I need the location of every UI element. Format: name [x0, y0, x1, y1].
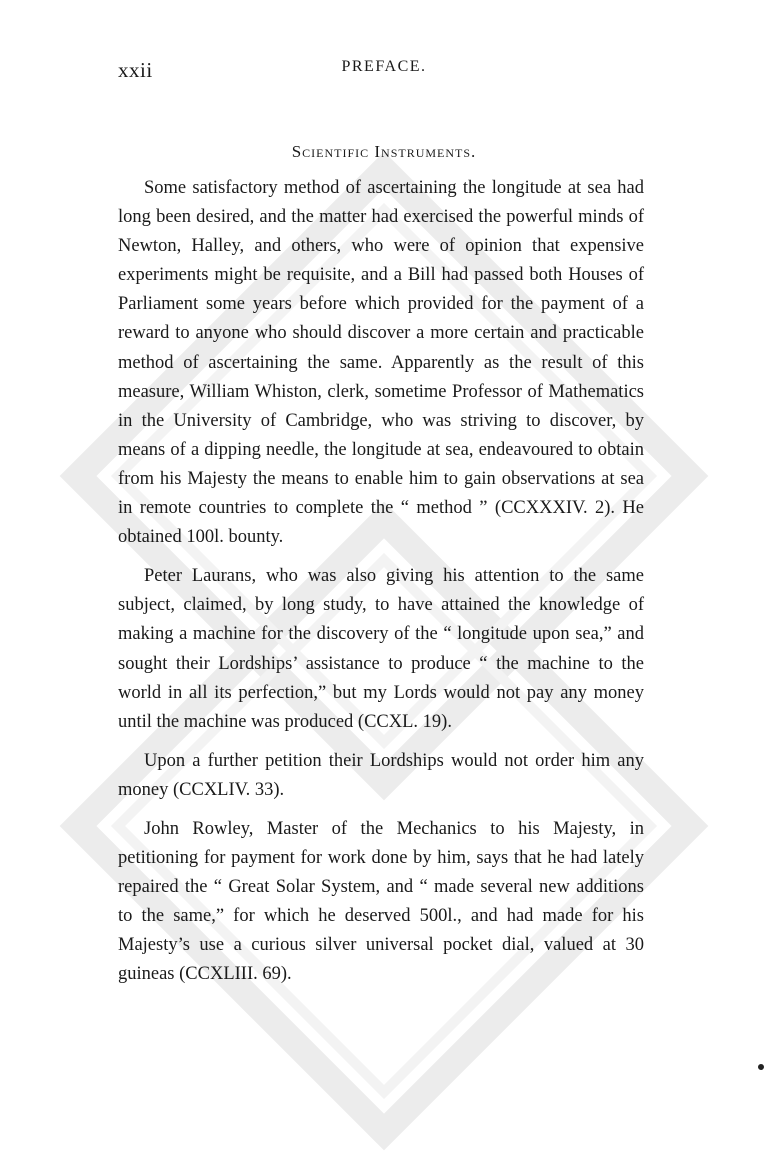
paragraph-longitude: Some satisfactory method of ascertaining the longitude at sea had long been desired, and the matter had exercised the powerful minds of Newton, Halley, and others, who were of opinion that expensive experiments might be requisite, and a Bill had passed both Houses of Parliament some years before which provided for the payment of a reward to anyone who should discover a more certain and practicable method of ascertaining the same. Apparently as the result of this measure, William Whiston, clerk, sometime Professor of Mathematics in the University of Cambridge, who was striving to discover, by means of a dipping needle, the longitude at sea, endeavoured to obtain from his Majesty the means to enable him to gain observations at sea in remote countries to complete the “ method ” (CCXXXIV. 2). He obtained 100l. bounty. [118, 178, 644, 548]
running-title: PREFACE. [341, 58, 427, 75]
paragraph-laurans: Peter Laurans, who was also giving his attention to the same subject, claimed, by long study, to have attained the knowledge of making a machine for the discovery of the “ longitude upon sea,” and sought their Lordships’ assistance to produce “ the machine to the world in all its perfection,” but my Lords would not pay any money until the machine was produced (CCXL. 19). [118, 566, 644, 732]
stray-ink-mark [758, 1064, 764, 1070]
paragraph-further-petition: Upon a further petition their Lordships would not order him any money (CCXLIV. 33). [118, 750, 644, 800]
page-number: xxii [118, 58, 153, 82]
body-text [118, 174, 644, 1000]
section-heading: Scientific Instruments. [291, 142, 477, 161]
paragraph-rowley: John Rowley, Master of the Mechanics to his Majesty, in petitioning for payment for work done by him, says that he had lately repaired the “ Great Solar System, and “ made several new additions to the same,” for which he deserved 500l., and had made for his Majesty’s use a curious silver universal pocket dial, valued at 30 guineas (CCXLIII. 69). [118, 818, 644, 985]
